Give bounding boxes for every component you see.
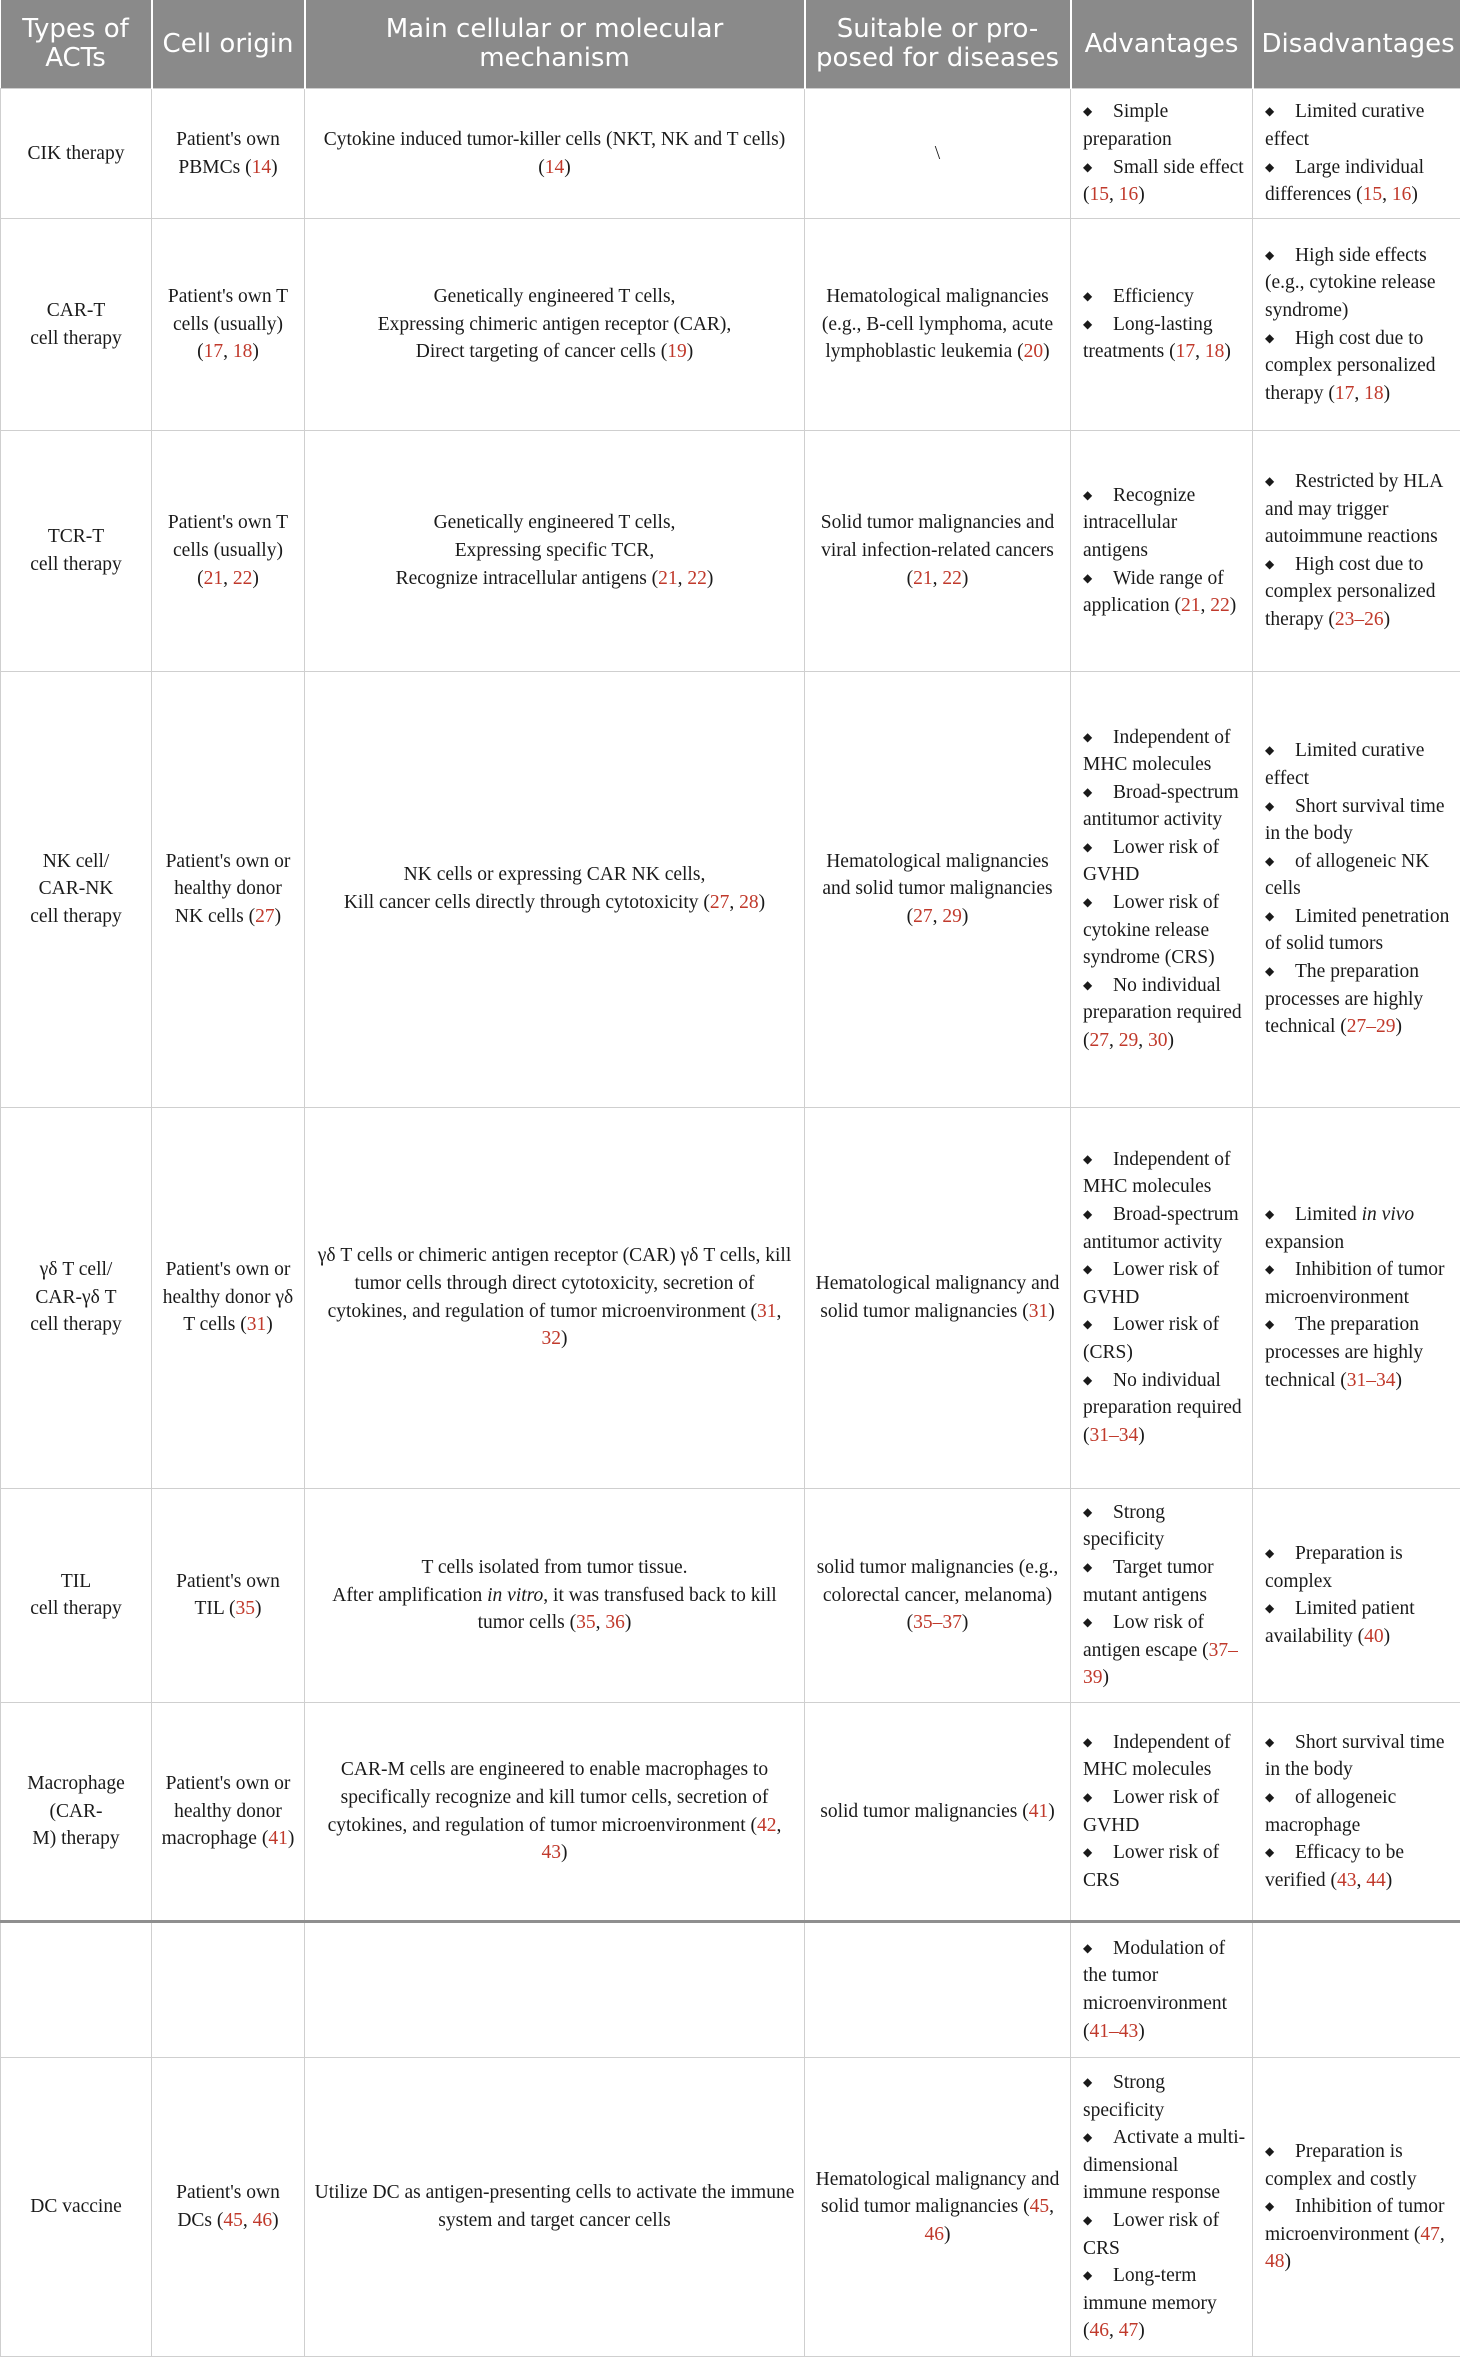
cell-advantages: [1071, 430, 1253, 671]
cell-type: [1, 430, 152, 671]
bullet-item: ◆ Inhibition of tumor microenvironment: [1265, 1256, 1454, 1311]
reference-link[interactable]: 17: [1175, 341, 1196, 363]
bullet-item: ◆ Lower risk of GVHD: [1083, 1784, 1246, 1839]
reference-link[interactable]: 41: [268, 1828, 288, 1850]
cell-mechanism: [305, 219, 805, 431]
cell-disadvantages: [1253, 219, 1460, 431]
bullet-item: ◆ Lower risk of GVHD: [1083, 1256, 1246, 1311]
reference-link[interactable]: 22: [1210, 595, 1230, 617]
reference-link[interactable]: 48: [1265, 2251, 1285, 2273]
bullet-item: ◆ Preparation is complex: [1265, 1540, 1454, 1595]
cell-line: cell therapy: [30, 327, 122, 349]
diamond-bullet-icon: ◆: [1083, 1151, 1093, 1166]
reference-link[interactable]: 35: [235, 1598, 255, 1620]
cell-mechanism: [305, 1921, 805, 2057]
diamond-bullet-icon: ◆: [1265, 964, 1275, 979]
cell-diseases: solid tumor malignancies (41): [805, 1703, 1071, 1922]
diamond-bullet-icon: ◆: [1265, 2144, 1275, 2159]
diamond-bullet-icon: ◆: [1083, 316, 1093, 331]
bullet-item: ◆ Limited in vivo expansion: [1265, 1201, 1454, 1256]
diamond-bullet-icon: ◆: [1083, 487, 1093, 502]
bullet-item: ◆ Target tumor mutant antigens: [1083, 1554, 1246, 1609]
cell-line: cell therapy: [30, 1314, 122, 1336]
reference-link[interactable]: 15: [1362, 184, 1383, 206]
cell-origin: Patient's own T cells (usually) (21, 22): [152, 430, 305, 671]
table-row: [1, 1703, 1460, 1922]
table-row: [1, 430, 1460, 671]
diamond-bullet-icon: ◆: [1265, 1207, 1275, 1222]
cell-line: CAR-T: [46, 300, 106, 322]
reference-link[interactable]: 22: [942, 567, 962, 589]
cell-line: CAR-M cells are engineered to enable macrophages to specifically recognize and kill tumor cells, secretion of cytokines, and regulation of tumor microenvironment (42, 43): [327, 1759, 782, 1864]
cell-diseases: solid tumor malignancies (e.g., colorectal cancer, melanoma) (35–37): [805, 1488, 1071, 1703]
cell-line: cell therapy: [30, 905, 122, 927]
bullet-item: ◆ Lower risk of CRS: [1083, 2207, 1246, 2262]
reference-link[interactable]: 31: [246, 1314, 267, 1336]
cell-mechanism: [305, 2058, 805, 2357]
bullet-item: ◆ Independent of MHC molecules: [1083, 724, 1246, 779]
reference-link[interactable]: 22: [232, 567, 253, 589]
reference-link[interactable]: 27–29: [1346, 1016, 1396, 1038]
reference-link[interactable]: 28: [739, 892, 759, 914]
diamond-bullet-icon: ◆: [1083, 977, 1093, 992]
diamond-bullet-icon: ◆: [1083, 159, 1093, 174]
reference-link[interactable]: 46: [924, 2223, 944, 2245]
diamond-bullet-icon: ◆: [1265, 908, 1275, 923]
cell-advantages: [1071, 219, 1253, 431]
bullet-item: ◆ High side effects (e.g., cytokine release syndrome): [1265, 242, 1454, 325]
cell-advantages: [1071, 89, 1253, 219]
table-row: [1, 671, 1460, 1107]
cell-line: NK cell/: [42, 850, 110, 872]
bullet-item: ◆ Independent of MHC molecules: [1083, 1729, 1246, 1784]
diamond-bullet-icon: ◆: [1265, 1845, 1275, 1860]
bullet-item: ◆ Modulation of the tumor microenvironment (41–43): [1083, 1935, 1246, 2045]
header-cell-origin: Cell origin: [152, 0, 305, 89]
reference-link[interactable]: 17: [1334, 382, 1355, 404]
reference-link[interactable]: 46: [252, 2210, 273, 2232]
cell-mechanism: [305, 1488, 805, 1703]
reference-link[interactable]: 47: [1118, 2320, 1139, 2342]
reference-link[interactable]: 47: [1420, 2223, 1440, 2245]
reference-link[interactable]: 43: [1337, 1869, 1357, 1891]
bullet-item: ◆ Short survival time in the body: [1265, 1729, 1454, 1784]
cell-origin: Patient's own DCs (45, 46): [152, 2058, 305, 2357]
cell-advantages: [1071, 1703, 1253, 1922]
diamond-bullet-icon: ◆: [1083, 784, 1093, 799]
header-types: Types of ACTs: [1, 0, 152, 89]
bullet-item: ◆ The preparation processes are highly technical (31–34): [1265, 1311, 1454, 1394]
bullet-item: ◆ Broad-spectrum antitumor activity: [1083, 779, 1246, 834]
reference-link[interactable]: 40: [1364, 1626, 1384, 1648]
cell-disadvantages: [1253, 1703, 1460, 1922]
bullet-item: ◆ Lower risk of GVHD: [1083, 834, 1246, 889]
diamond-bullet-icon: ◆: [1265, 1262, 1275, 1277]
bullet-item: ◆ Small side effect (15, 16): [1083, 154, 1246, 209]
cell-diseases: Hematological malignancies (e.g., B-cell lymphoma, acute lymphoblastic leukemia (20): [805, 219, 1071, 431]
cell-type: [1, 89, 152, 219]
diamond-bullet-icon: ◆: [1083, 1207, 1093, 1222]
cell-diseases: Hematological malignancies and solid tumor malignancies (27, 29): [805, 671, 1071, 1107]
reference-link[interactable]: 29: [1118, 1030, 1139, 1052]
diamond-bullet-icon: ◆: [1265, 159, 1275, 174]
diamond-bullet-icon: ◆: [1265, 473, 1275, 488]
bullet-item: ◆ Wide range of application (21, 22): [1083, 565, 1246, 620]
cell-origin: Patient's own or healthy donor γδ T cells (31): [152, 1107, 305, 1488]
bullet-item: ◆ Strong specificity: [1083, 2069, 1246, 2124]
header-mechanism: Main cellular or molecular mechanism: [305, 0, 805, 89]
diamond-bullet-icon: ◆: [1083, 895, 1093, 910]
reference-link[interactable]: 21: [203, 567, 224, 589]
reference-link[interactable]: 31–34: [1089, 1424, 1139, 1446]
cell-type: [1, 1488, 152, 1703]
reference-link[interactable]: 27: [255, 905, 275, 927]
cell-line: Recognize intracellular antigens (21, 22): [395, 567, 714, 589]
cell-diseases: Hematological malignancy and solid tumor malignancies (45, 46): [805, 2058, 1071, 2357]
bullet-item: ◆ Restricted by HLA and may trigger autoimmune reactions: [1265, 468, 1454, 551]
diamond-bullet-icon: ◆: [1265, 1546, 1275, 1561]
bullet-item: ◆ Lower risk of (CRS): [1083, 1311, 1246, 1366]
reference-link[interactable]: 21: [658, 567, 678, 589]
cell-origin: Patient's own or healthy donor macrophage (41): [152, 1703, 305, 1922]
cell-line: CIK therapy: [27, 142, 125, 164]
diamond-bullet-icon: ◆: [1083, 1845, 1093, 1860]
cell-line: After amplification in vitro, it was transfused back to kill tumor cells (35, 36): [332, 1584, 777, 1634]
cell-line: Kill cancer cells directly through cytotoxicity (27, 28): [343, 892, 766, 914]
cell-mechanism: [305, 1703, 805, 1922]
diamond-bullet-icon: ◆: [1083, 289, 1093, 304]
reference-link[interactable]: 41–43: [1089, 2020, 1139, 2042]
reference-link[interactable]: 35: [576, 1612, 596, 1634]
cell-line: CAR-γδ T: [35, 1286, 117, 1308]
diamond-bullet-icon: ◆: [1083, 1940, 1093, 1955]
reference-link[interactable]: 14: [544, 156, 565, 178]
bullet-item: ◆ Low risk of antigen escape (37–39): [1083, 1609, 1246, 1692]
cell-line: Expressing chimeric antigen receptor (CAR),: [377, 313, 732, 335]
cell-line: Macrophage: [27, 1773, 125, 1795]
diamond-bullet-icon: ◆: [1265, 1317, 1275, 1332]
cell-advantages: [1071, 1107, 1253, 1488]
cell-type: [1, 2058, 152, 2357]
table-row: [1, 89, 1460, 219]
diamond-bullet-icon: ◆: [1265, 104, 1275, 119]
reference-link[interactable]: 45: [223, 2210, 243, 2232]
reference-link[interactable]: 27: [913, 905, 933, 927]
reference-link[interactable]: 44: [1366, 1869, 1386, 1891]
cell-mechanism: [305, 1107, 805, 1488]
bullet-item: ◆ The preparation processes are highly technical (27–29): [1265, 958, 1454, 1041]
reference-link[interactable]: 31: [757, 1300, 777, 1322]
cell-disadvantages: [1253, 1488, 1460, 1703]
cell-disadvantages: [1253, 2058, 1460, 2357]
bullet-item: ◆ Inhibition of tumor microenvironment (47, 48): [1265, 2193, 1454, 2276]
bullet-item: ◆ Recognize intracellular antigens: [1083, 482, 1246, 565]
cell-origin: Patient's own PBMCs (14): [152, 89, 305, 219]
bullet-item: ◆ Lower risk of CRS: [1083, 1839, 1246, 1894]
cell-line: TCR-T: [47, 526, 105, 548]
cell-advantages: [1071, 671, 1253, 1107]
bullet-item: ◆ Lower risk of cytokine release syndrome (CRS): [1083, 889, 1246, 972]
header-disadvantages: Disadvantages: [1253, 0, 1460, 89]
diamond-bullet-icon: ◆: [1265, 330, 1275, 345]
diamond-bullet-icon: ◆: [1083, 2130, 1093, 2145]
diamond-bullet-icon: ◆: [1265, 1734, 1275, 1749]
diamond-bullet-icon: ◆: [1083, 2075, 1093, 2090]
cell-advantages: [1071, 1488, 1253, 1703]
diamond-bullet-icon: ◆: [1083, 1615, 1093, 1630]
reference-link[interactable]: 21: [913, 567, 933, 589]
cell-type: [1, 1107, 152, 1488]
cell-line: Utilize DC as antigen-presenting cells to activate the immune system and target cancer cells: [314, 2182, 795, 2232]
diamond-bullet-icon: ◆: [1265, 1789, 1275, 1804]
cell-line: Expressing specific TCR,: [454, 539, 655, 561]
cell-line: DC vaccine: [30, 2196, 122, 2218]
reference-link[interactable]: 36: [605, 1612, 625, 1634]
bullet-item: ◆ High cost due to complex personalized therapy (23–26): [1265, 551, 1454, 634]
table-row: [1, 1107, 1460, 1488]
bullet-item: ◆ Efficacy to be verified (43, 44): [1265, 1839, 1454, 1894]
diamond-bullet-icon: ◆: [1083, 839, 1093, 854]
diamond-bullet-icon: ◆: [1265, 798, 1275, 813]
table-body: [1, 89, 1460, 2357]
cell-line: CAR-NK: [38, 878, 114, 900]
reference-link[interactable]: 16: [1118, 184, 1139, 206]
bullet-item: ◆ Large individual differences (15, 16): [1265, 154, 1454, 209]
bullet-item: ◆ Long-term immune memory (46, 47): [1083, 2262, 1246, 2345]
cell-type: [1, 671, 152, 1107]
reference-link[interactable]: 41: [1028, 1800, 1049, 1822]
diamond-bullet-icon: ◆: [1265, 853, 1275, 868]
cell-origin: [152, 1921, 305, 2057]
bullet-item: ◆ High cost due to complex personalized therapy (17, 18): [1265, 325, 1454, 408]
cell-advantages: [1071, 2058, 1253, 2357]
table-row: [1, 219, 1460, 431]
diamond-bullet-icon: ◆: [1265, 247, 1275, 262]
reference-link[interactable]: 31: [1028, 1300, 1049, 1322]
reference-link[interactable]: 18: [1364, 382, 1384, 404]
diamond-bullet-icon: ◆: [1083, 1372, 1093, 1387]
reference-link[interactable]: 32: [541, 1328, 561, 1350]
reference-link[interactable]: 16: [1391, 184, 1412, 206]
cell-line: NK cells or expressing CAR NK cells,: [403, 864, 706, 886]
diamond-bullet-icon: ◆: [1083, 104, 1093, 119]
diamond-bullet-icon: ◆: [1083, 2213, 1093, 2228]
cell-disadvantages: [1253, 671, 1460, 1107]
bullet-item: ◆ Limited curative effect: [1265, 98, 1454, 153]
cell-line: Genetically engineered T cells,: [433, 512, 676, 534]
cell-disadvantages: [1253, 430, 1460, 671]
bullet-item: ◆ Limited penetration of solid tumors: [1265, 903, 1454, 958]
cell-advantages: [1071, 1921, 1253, 2057]
diamond-bullet-icon: ◆: [1083, 2268, 1093, 2283]
cell-line: cell therapy: [30, 553, 122, 575]
cell-diseases: Solid tumor malignancies and viral infection-related cancers (21, 22): [805, 430, 1071, 671]
diamond-bullet-icon: ◆: [1083, 1560, 1093, 1575]
diamond-bullet-icon: ◆: [1083, 570, 1093, 585]
reference-link[interactable]: 31–34: [1346, 1369, 1396, 1391]
reference-link[interactable]: 29: [942, 905, 962, 927]
cell-mechanism: [305, 430, 805, 671]
reference-link[interactable]: 45: [1029, 2196, 1050, 2218]
bullet-item: ◆ No individual preparation required (27, 29, 30): [1083, 972, 1246, 1055]
diamond-bullet-icon: ◆: [1083, 1262, 1093, 1277]
reference-link[interactable]: 43: [541, 1842, 561, 1864]
cell-line: cell therapy: [30, 1598, 122, 1620]
bullet-item: ◆ Strong specificity: [1083, 1499, 1246, 1554]
cell-line: (CAR-: [49, 1800, 103, 1822]
cell-line: Genetically engineered T cells,: [433, 286, 676, 308]
cell-origin: Patient's own TIL (35): [152, 1488, 305, 1703]
bullet-item: ◆ Long-lasting treatments (17, 18): [1083, 311, 1246, 366]
bullet-item: ◆ Preparation is complex and costly: [1265, 2138, 1454, 2193]
bullet-item: ◆ Short survival time in the body: [1265, 793, 1454, 848]
cell-disadvantages: [1253, 89, 1460, 219]
bullet-item: ◆ Independent of MHC molecules: [1083, 1146, 1246, 1201]
cell-line: Cytokine induced tumor-killer cells (NKT, NK and T cells) (14): [323, 129, 786, 178]
reference-link[interactable]: 37–39: [1083, 1639, 1238, 1689]
diamond-bullet-icon: ◆: [1083, 1789, 1093, 1804]
reference-link[interactable]: 18: [232, 341, 253, 363]
header-advantages: Advantages: [1071, 0, 1253, 89]
bullet-item: ◆ Simple preparation: [1083, 98, 1246, 153]
bullet-item: ◆ Limited curative effect: [1265, 737, 1454, 792]
reference-link[interactable]: 35–37: [913, 1612, 962, 1634]
bullet-item: ◆ Broad-spectrum antitumor activity: [1083, 1201, 1246, 1256]
table-row: [1, 1488, 1460, 1703]
reference-link[interactable]: 46: [1089, 2320, 1109, 2342]
reference-link[interactable]: 15: [1089, 184, 1109, 206]
cell-line: M) therapy: [32, 1828, 120, 1850]
diamond-bullet-icon: ◆: [1083, 1504, 1093, 1519]
diamond-bullet-icon: ◆: [1265, 556, 1275, 571]
reference-link[interactable]: 14: [251, 156, 272, 178]
reference-link[interactable]: 42: [757, 1814, 777, 1836]
bullet-item: ◆ Efficiency: [1083, 283, 1246, 311]
cell-type: [1, 1703, 152, 1922]
diamond-bullet-icon: ◆: [1265, 1601, 1275, 1616]
header-diseases: Suitable or pro-posed for diseases: [805, 0, 1071, 89]
cell-disadvantages: [1253, 1107, 1460, 1488]
diamond-bullet-icon: ◆: [1083, 729, 1093, 744]
reference-link[interactable]: 21: [1181, 595, 1201, 617]
bullet-item: ◆ No individual preparation required (31–34): [1083, 1367, 1246, 1450]
cell-origin: Patient's own T cells (usually) (17, 18): [152, 219, 305, 431]
bullet-item: ◆ Activate a multi-dimensional immune response: [1083, 2124, 1246, 2207]
bullet-item: ◆ Limited patient availability (40): [1265, 1595, 1454, 1650]
cell-line: γδ T cells or chimeric antigen receptor (CAR) γδ T cells, kill tumor cells through direct cytotoxicity, secretion of cytokines, and regulation of tumor microenvironment (31, 32): [317, 1245, 792, 1350]
reference-link[interactable]: 23–26: [1334, 608, 1384, 630]
reference-link[interactable]: 30: [1148, 1030, 1168, 1052]
cell-line: T cells isolated from tumor tissue.: [421, 1557, 688, 1579]
diamond-bullet-icon: ◆: [1265, 2199, 1275, 2214]
reference-link[interactable]: 22: [687, 567, 707, 589]
cell-origin: Patient's own or healthy donor NK cells (27): [152, 671, 305, 1107]
cell-mechanism: [305, 89, 805, 219]
cell-line: TIL: [60, 1570, 92, 1592]
reference-link[interactable]: 19: [667, 341, 687, 363]
reference-link[interactable]: 27: [709, 892, 730, 914]
table-row: [1, 1921, 1460, 2057]
diamond-bullet-icon: ◆: [1083, 1317, 1093, 1332]
cell-type: [1, 1921, 152, 2057]
cell-mechanism: [305, 671, 805, 1107]
cell-line: Direct targeting of cancer cells (19): [415, 341, 694, 363]
reference-link[interactable]: 27: [1089, 1030, 1109, 1052]
diamond-bullet-icon: ◆: [1265, 743, 1275, 758]
bullet-item: ◆ of allogeneic macrophage: [1265, 1784, 1454, 1839]
bullet-item: ◆ of allogeneic NK cells: [1265, 848, 1454, 903]
table-row: [1, 2058, 1460, 2357]
diamond-bullet-icon: ◆: [1083, 1734, 1093, 1749]
cell-diseases: [805, 1921, 1071, 2057]
cell-line: γδ T cell/: [39, 1259, 113, 1281]
cell-type: [1, 219, 152, 431]
header-row: [1, 0, 1460, 89]
cell-diseases: Hematological malignancy and solid tumor malignancies (31): [805, 1107, 1071, 1488]
cell-diseases: \: [805, 89, 1071, 219]
reference-link[interactable]: 17: [203, 341, 224, 363]
reference-link[interactable]: 20: [1023, 341, 1044, 363]
reference-link[interactable]: 18: [1204, 341, 1225, 363]
cell-disadvantages: [1253, 1921, 1460, 2057]
